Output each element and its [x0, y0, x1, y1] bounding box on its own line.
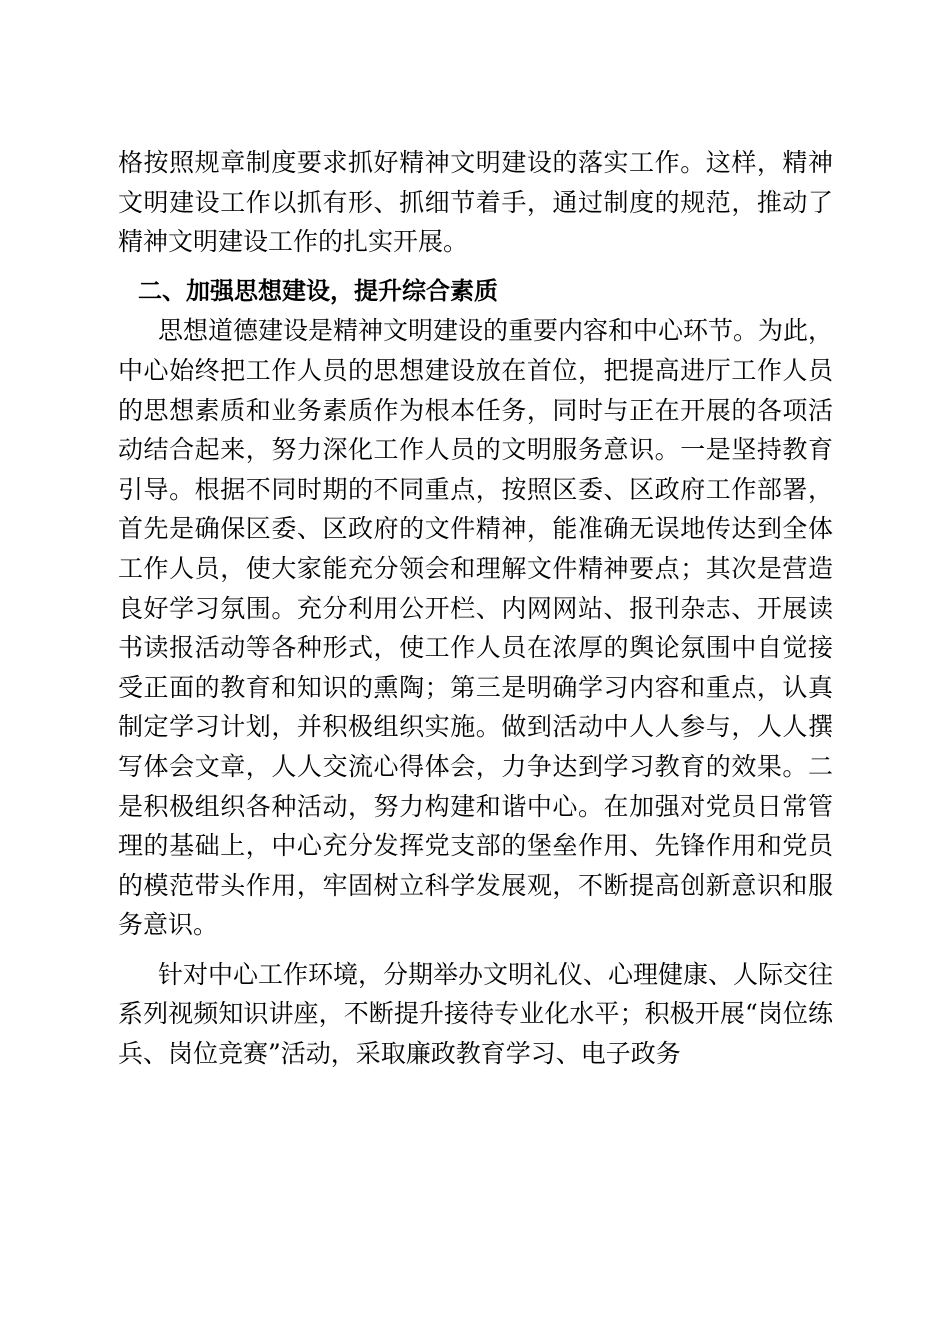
document-body: [118, 143, 833, 1074]
paragraph-continued: 格按照规章制度要求抓好精神文明建设的落实工作。这样，精神文明建设工作以抓有形、抓细节着手，通过制度的规范，推动了精神文明建设工作的扎实开展。: [118, 148, 833, 257]
section-heading: 二、加强思想建设，提升综合素质: [138, 276, 498, 305]
paragraph-environment: 针对中心工作环境，分期举办文明礼仪、心理健康、人际交往系列视频知识讲座，不断提升接待专业化水平；积极开展“岗位练兵、岗位竞赛”活动，采取廉政教育学习、电子政务: [118, 959, 834, 1069]
paragraph-ideology: 思想道德建设是精神文明建设的重要内容和中心环节。为此，中心始终把工作人员的思想建设放在首位，把提高进厅工作人员的思想素质和业务素质作为根本任务，同时与正在开展的各项活动结合起来，努力深化工作人员的文明服务意识。一是坚持教育引导。根据不同时期的不同重点，按照区委、区政府工作部署，首先是确保区委、区政府的文件精神，能准确无误地传达到全体工作人员，使大家能充分领会和理解文件精神要点；其次是营造良好学习氛围。充分利用公开栏、内网网站、报刊杂志、开展读书读报活动等各种形式，使工作人员在浓厚的舆论氛围中自觉接受正面的教育和知识的熏陶；第三是明确学习内容和重点，认真制定学习计划，并积极组织实施。做到活动中人人参与，人人撰写体会文章，人人交流心得体会，力争达到学习教育的效果。二是积极组织各种活动，努力构建和谐中心。在加强对党员日常管理的基础上，中心充分发挥党支部的堡垒作用、先锋作用和党员的模范带头作用，牢固树立科学发展观，不断提高创新意识和服务意识。: [118, 316, 834, 940]
